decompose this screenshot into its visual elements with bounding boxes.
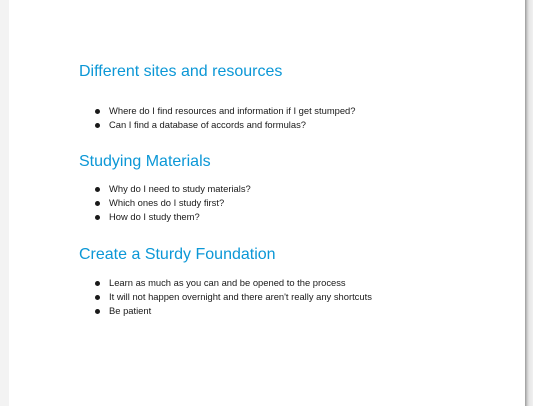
list-item [79,304,519,318]
list-item [79,276,519,290]
bullet-icon [95,123,100,128]
list-item [79,290,519,304]
bullet-icon [95,109,100,114]
list-item [79,118,519,132]
list-item [79,182,519,196]
bullet-list [79,104,519,132]
page-edge-shadow [525,0,533,406]
list-item-text: Why do I need to study materials? [109,183,251,194]
bullet-icon [95,201,100,206]
list-item [79,104,519,118]
bullet-icon [95,309,100,314]
bullet-list [79,182,519,224]
bullet-icon [95,187,100,192]
list-item [79,196,519,210]
section-different-sites [79,63,519,132]
list-item-text: It will not happen overnight and there aren't really any shortcuts [109,291,372,302]
document-page [9,0,526,406]
bullet-icon [95,215,100,220]
bullet-icon [95,295,100,300]
list-item [79,210,519,224]
list-item-text: Which ones do I study first? [109,197,225,208]
section-heading: Studying Materials [79,153,211,170]
section-heading: Different sites and resources [79,63,283,80]
list-item-text: Learn as much as you can and be opened to the process [109,277,346,288]
bullet-icon [95,281,100,286]
bullet-list [79,276,519,318]
list-item-text: Can I find a database of accords and formulas? [109,119,306,130]
list-item-text: Where do I find resources and information if I get stumped? [109,105,356,116]
section-sturdy-foundation [79,246,519,318]
left-margin [0,0,9,406]
section-heading: Create a Sturdy Foundation [79,246,276,263]
list-item-text: How do I study them? [109,211,200,222]
section-studying-materials [79,153,519,224]
list-item-text: Be patient [109,305,152,316]
